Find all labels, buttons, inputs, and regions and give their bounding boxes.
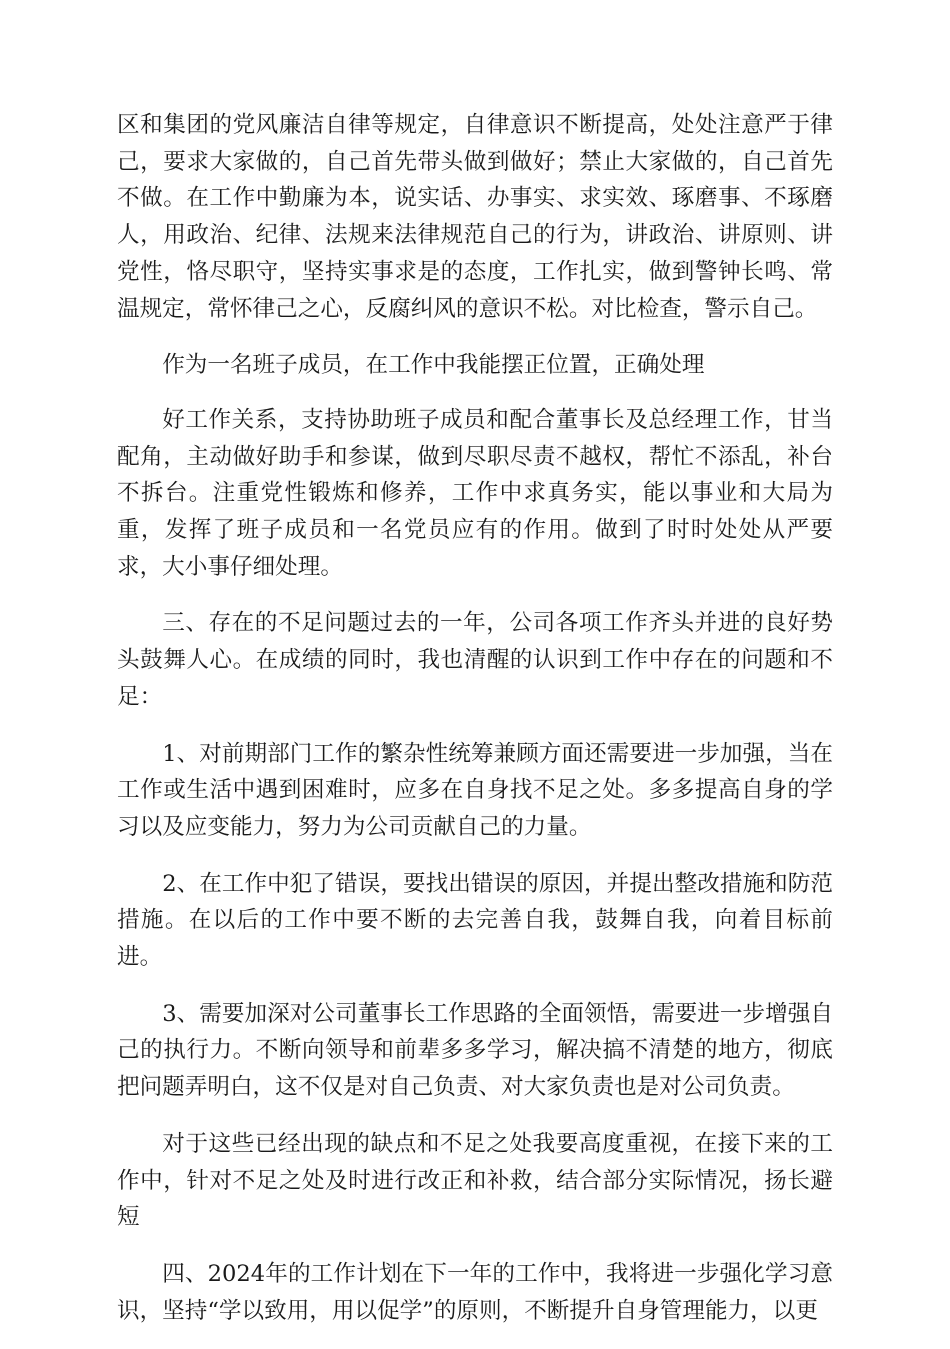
paragraph-shortcoming-2: 2、在工作中犯了错误，要找出错误的原因，并提出整改措施和防范措施。在以后的工作中要不断的去完善自我，鼓舞自我，向着目标前进。 — [117, 870, 833, 971]
paragraph-shortcomings-heading: 三、存在的不足问题过去的一年，公司各项工作齐头并进的良好势头鼓舞人心。在成绩的同时，我也清醒的认识到工作中存在的问题和不足： — [117, 610, 833, 710]
document-body — [117, 107, 833, 1349]
paragraph-self-discipline: 区和集团的党风廉洁自律等规定，自律意识不断提高，处处注意严于律己，要求大家做的，自己首先带头做到做好；禁止大家做的，自己首先不做。在工作中勤廉为本，说实话、办事实、求实效、琢磨事、不琢磨人，用政治、纪律、法规来法律规范自己的行为，讲政治、讲原则、讲党性，恪尽职守，坚持实事求是的态度，工作扎实，做到警钟长鸣、常温规定，常怀律己之心，反腐纠风的意识不松。对比检查，警示自己。 — [117, 112, 833, 322]
paragraph-shortcoming-1: 1、对前期部门工作的繁杂性统筹兼顾方面还需要进一步加强，当在工作或生活中遇到困难时，应多在自身找不足之处。多多提高自身的学习以及应变能力，努力为公司贡献自己的力量。 — [117, 740, 833, 840]
paragraph-improvement: 对于这些已经出现的缺点和不足之处我要高度重视，在接下来的工作中，针对不足之处及时进行改正和补救，结合部分实际情况，扬长避短 — [117, 1130, 833, 1231]
paragraph-work-relations: 好工作关系，支持协助班子成员和配合董事长及总经理工作，甘当配角，主动做好助手和参谋，做到尽职尽责不越权，帮忙不添乱，补台不拆台。注重党性锻炼和修养，工作中求真务实，能以事业和大局为重，发挥了班子成员和一名党员应有的作用。做到了时时处处从严要求，大小事仔细处理。 — [117, 406, 833, 580]
paragraph-work-plan: 四、2024年的工作计划在下一年的工作中，我将进一步强化学习意识，坚持“学以致用，用以促学”的原则，不断提升自身管理能力，以更 — [117, 1260, 833, 1324]
paragraph-team-member: 作为一名班子成员，在工作中我能摆正位置，正确处理 — [162, 352, 705, 379]
paragraph-shortcoming-3: 3、需要加深对公司董事长工作思路的全面领悟，需要进一步增强自己的执行力。不断向领导和前辈多多学习，解决搞不清楚的地方，彻底把问题弄明白，这不仅是对自己负责、对大家负责也是对公司负责。 — [117, 1000, 833, 1101]
